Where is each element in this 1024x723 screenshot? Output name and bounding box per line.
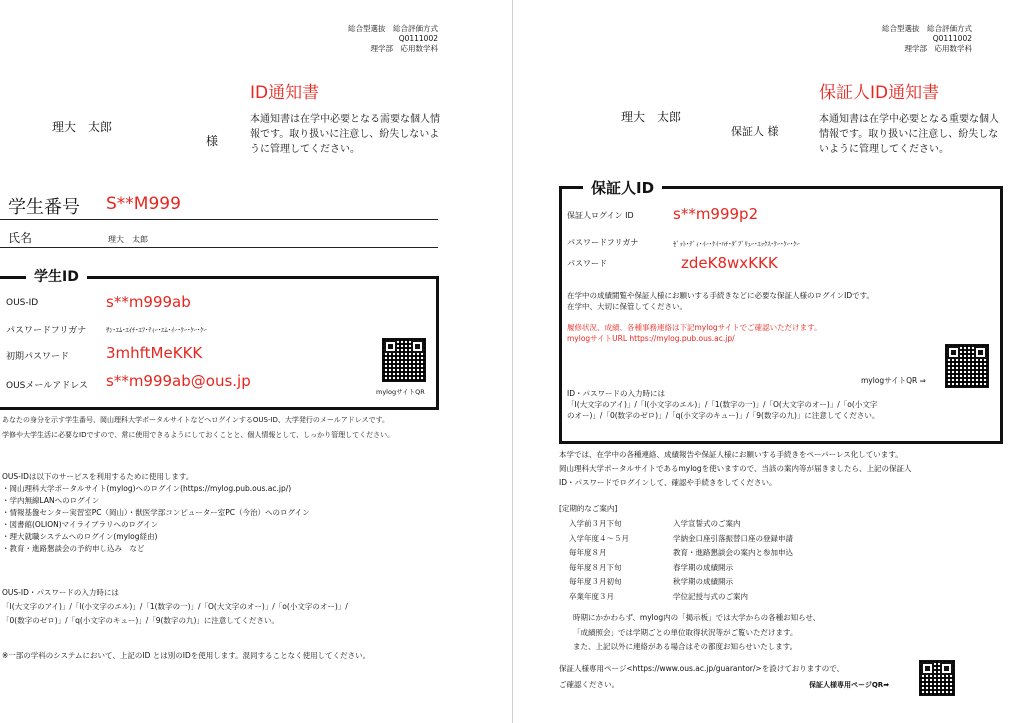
qr-caption: mylogサイトQR ⇒ [861,376,926,385]
schedule-when: 入学年度４～５月 [569,533,629,543]
honorific: 様 [206,134,219,148]
text-line: ・理大就職システムへのログイン(mylog経由) [2,532,158,541]
student-number-label: 学生番号 [8,197,80,218]
divider [0,219,438,220]
text-line: 「成績照会」では学期ごとの単位取得状況等がご覧いただけます。 [573,627,798,637]
paragraph-note: ※一部の学科のシステムにおいて、上記のID とは別のIDを使用します。混同することなく使用してください。 [2,651,371,660]
text-line: mylogサイトURL https://mylog.pub.ous.ac.jp/ [567,334,735,343]
box-title: 保証人ID [583,177,662,198]
text-line: 学修や大学生活に必要なIDですので、常に使用できるようにしておくことと、個人情報として、しっかり管理してください。 [2,431,395,439]
text-line: 本学では、在学中の各種連絡、成績報告や保証人様にお願いする手続きをペーパーレス化しています。 [559,450,903,459]
paragraph-paperless [559,448,912,490]
ous-id-value: s**m999ab [106,293,191,311]
code-block [882,24,972,54]
code-line: Q0111002 [398,34,438,43]
text-line: ・情報基盤センター実習室PC（岡山）・獣医学部コンピューター室PC（今治）へのログイン [2,508,310,517]
password-value: zdeK8wxKKK [681,254,778,272]
text-line: 履修状況、成績、各種事務連絡は下記mylogサイトでご確認いただけます。 [567,323,822,332]
text-line: ID・パスワードでログインして、確認や手続きをしてください。 [559,478,777,487]
schedule-what: 学納金口座引落振替口座の登録申請 [673,533,793,543]
mylog-qr-code-icon [945,344,989,388]
ous-id-label: OUS-ID [6,298,39,308]
code-line: 総合型選抜 総合評価方式 [348,24,438,33]
schedule-what: 学位記授与式のご案内 [673,591,748,601]
schedule-what-column [673,517,793,604]
schedule-when: 毎年度３月初旬 [569,577,622,586]
furigana-label: パスワードフリガナ [6,326,87,336]
text-line: ・岡山理科大学ポータルサイト(mylog)へのログイン(https://mylog.pub.ous.ac.jp/) [2,484,292,493]
text-line: また、上記以外に連絡がある場合はその都度お知らせいたします。 [573,642,798,651]
text-line: 「I(大文字のアイ)」/「l(小文字のエル)」/「1(数字の一)」/「O(大文字のオー)」/「o(小文字 [567,400,878,409]
initial-password-label: 初期パスワード [6,352,70,362]
honorific: 保証人 様 [731,125,779,138]
text-line: 「I(大文字のアイ)」/「l(小文字のエル)」/「1(数字の一)」/「O(大文字のオー)」/「o(小文字のオー)」/ [2,602,348,611]
text-line: ・学内無線LANへのログイン [2,496,100,505]
mail-label: OUSメールアドレス [6,381,88,391]
schedule-when: 毎年度８月 [569,548,607,557]
box-title: 学生ID [26,266,87,286]
mail-value: s**m999ab@ous.jp [106,372,251,390]
text-line: 時期にかかわらず、mylog内の「掲示板」では大学からの各種お知らせ、 [573,613,821,622]
schedule-what: 春学期の成績開示 [673,562,733,572]
notice-text: 本通知書は在学中必要となる需要な個人情報です。取り扱いに注意し、紛失しないように管理してください。 [250,114,440,155]
schedule-when: 卒業年度３月 [569,591,614,601]
box-description [567,290,874,312]
paragraph-services [2,471,310,555]
page-title: 保証人ID通知書 [819,83,940,103]
text-line: ・教育・進路懇談会の予約申し込み など [2,544,145,553]
schedule-when-column [569,517,629,604]
code-block [348,24,438,54]
mylog-qr-code-icon [382,338,426,382]
recipient-name: 理大 太郎 [621,110,682,124]
student-number-value: S**M999 [106,194,181,214]
text-line: 在学中の成績閲覧や保証人様にお願いする手続きなどに必要な保証人様のログインIDです。 [567,291,875,300]
schedule-what: 教育・進路懇談会の案内と参加申込 [673,548,793,557]
code-line: 理学部 応用数学科 [370,44,438,53]
text-line: 岡山理科大学ポータルサイトであるmylogを使いますので、当該の案内等が届きましたら、上記の保証人 [559,464,912,473]
furigana-value: ｻﾝ･ｴﾑ･ｴｲﾁ･ｴﾌ･ﾃｨｰ･ｴﾑ･ｲｰ･ｹｰ･ｹｰ･ｹｰ [106,326,207,334]
name-value: 理大 太郎 [108,235,148,244]
footer-qr-caption: 保証人様専用ページQR➡ [809,681,890,689]
text-line: ・図書館(OLION)マイライブラリへのログイン [2,520,159,529]
divider [0,247,438,248]
text-line: OUS-IDは以下のサービスを利用するために使用します。 [2,472,194,481]
text-line: のオー)」/「0(数字のゼロ)」/「q(小文字のキュー)」/「9(数字の九)」に注意してください。 [567,411,880,420]
paragraph-input-caution [2,586,348,628]
guarantor-page-qr-code-icon [919,660,955,696]
login-id-label: 保証人ログイン ID [567,211,634,220]
initial-password-value: 3mhftMeKKK [106,344,203,362]
schedule-title: [定期的なご案内] [559,504,618,513]
qr-caption: mylogサイトQR [376,388,425,396]
box-input-caution [567,388,879,421]
recipient-name: 理大 太郎 [52,120,113,134]
password-label: パスワード [567,259,607,268]
furigana-value: ｾﾞｯﾄ･ﾃﾞｨ･ｲｰ･ｹｲ･ﾊﾁ･ﾀﾞﾌﾞﾘｭｰ･ｴｯｸｽ･ｹｰ･ｹｰ･ｹｰ [673,240,800,248]
text-line: 「0(数字のゼロ)」/「q(小文字のキュー)」/「9(数字の九)」に注意してください。 [2,616,279,625]
page-title: ID通知書 [250,83,320,103]
code-line: 総合型選抜 総合評価方式 [882,24,972,33]
schedule-when: 毎年度８月下旬 [569,562,622,572]
name-label: 氏名 [8,231,33,245]
text-line: 在学中、大切に保管してください。 [567,302,687,311]
paragraph-mylog-info [573,611,820,655]
notice-text: 本通知書は在学中必要となる重要な個人情報です。取り扱いに注意し、紛失しないように管理してください。 [819,114,999,155]
text-line: あなたの身分を示す学生番号、岡山理科大学ポータルサイトなどへログインするOUS-ID、大学発行のメールアドレスです。 [2,416,390,424]
furigana-label: パスワードフリガナ [567,238,639,247]
paragraph-id-description [2,413,394,443]
text-line: ID・パスワードの入力時には [567,389,665,398]
code-line: Q0111002 [932,34,972,43]
footer-confirm: ご確認ください。 [559,680,619,689]
guarantor-id-notice-page [512,0,1024,723]
schedule-what: 入学宣誓式のご案内 [673,519,741,528]
code-line: 理学部 応用数学科 [904,44,972,53]
text-line: OUS-ID・パスワードの入力時には [2,588,119,597]
schedule-when: 入学前３月下旬 [569,519,622,528]
box-mylog-notice [567,322,822,344]
footer-guarantor-page: 保証人様専用ページ<https://www.ous.ac.jp/guarantor/>を設けておりますので、 [559,664,845,673]
login-id-value: s**m999p2 [673,205,759,223]
schedule-what: 秋学期の成績開示 [673,577,733,586]
